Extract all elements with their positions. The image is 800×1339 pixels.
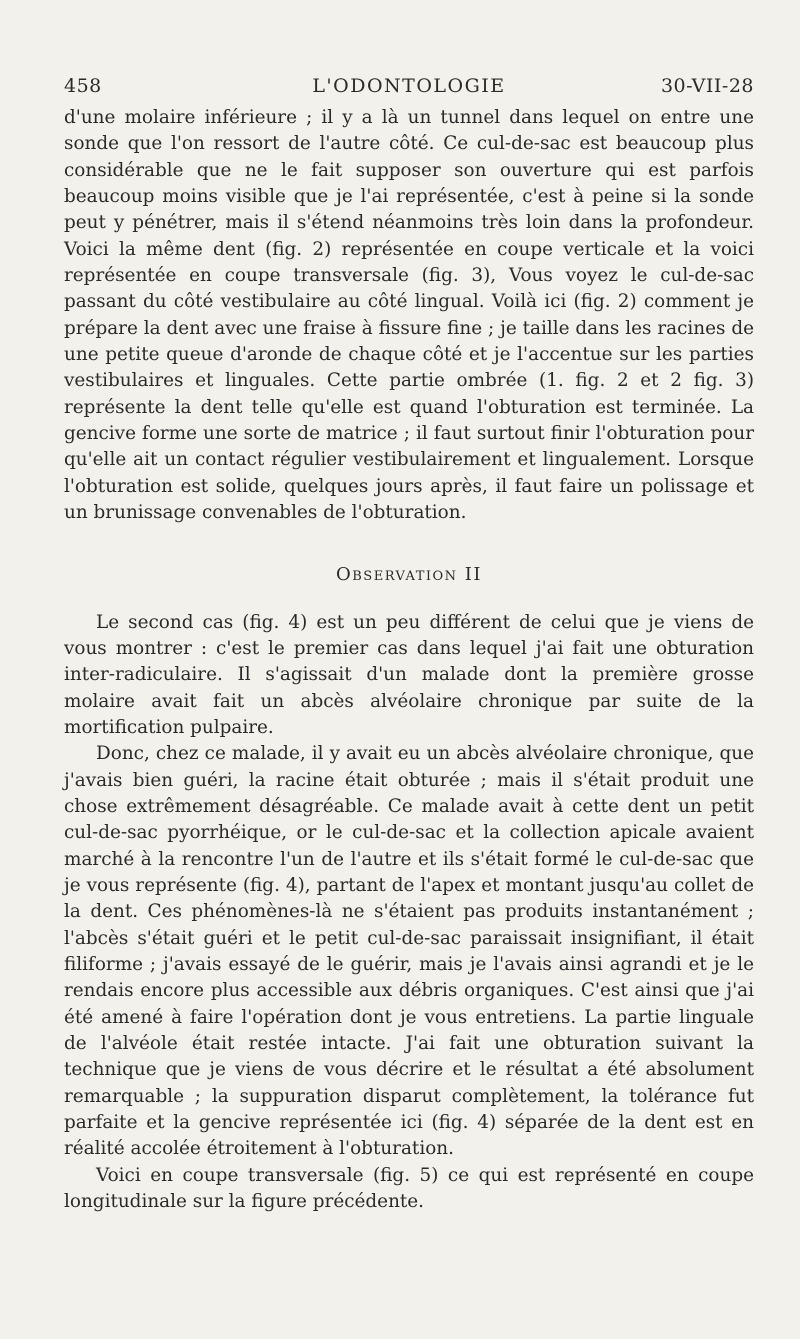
continuation-paragraph: d'une molaire inférieure ; il y a là un tunnel dans lequel on entre une sonde que l'on ressort de l'autre côté. Ce cul-de-sac est beaucoup plus considérable que ne le fait supposer son ouverture qui est parfois beaucoup moins visible que je l'ai représentée, c'est à peine si la sonde peut y pénétrer, mais il s'étend néanmoins très loin dans la profondeur. Voici la même dent (fig. 2) représentée en coupe verticale et la voici représentée en coupe transversale (fig. 3), Vous voyez le cul-de-sac passant du côté vestibulaire au côté lingual. Voilà ici (fig. 2) comment je prépare la dent avec une fraise à fissure fine ; je taille dans les racines de une petite queue d'aronde de chaque côté et je l'accentue sur les parties vestibulaires et linguales. Cette partie ombrée (1. fig. 2 et 2 fig. 3) représente la dent telle qu'elle est quand l'obturation est terminée. La gencive forme une sorte de matrice ; il faut surtout finir l'obturation pour qu'elle ait un contact régulier vestibulairement et lingualement. Lorsque l'obturation est solide, quelques jours après, il faut faire un polissage et un brunissage convenables de l'obturation. (64, 107, 754, 524)
page (64, 75, 754, 1215)
observation-paragraph: Le second cas (fig. 4) est un peu différent de celui que je viens de vous montrer : c'est le premier cas dans lequel j'ai fait une obturation inter-radiculaire. Il s'agissait d'un malade dont la première grosse molaire avait fait un abcès alvéolaire chronique par suite de la mortification pulpaire. (64, 611, 754, 738)
article-body (64, 105, 754, 1215)
issue-date: 30-VII-28 (660, 75, 754, 97)
section-heading: Observation II (336, 563, 482, 585)
observation-paragraph: Voici en coupe transversale (fig. 5) ce qui est représenté en coupe longitudinale sur la figure précédente. (64, 1164, 754, 1213)
journal-title: L'ODONTOLOGIE (312, 75, 506, 97)
page-number: 458 (64, 75, 102, 97)
observation-paragraph: Donc, chez ce malade, il y avait eu un abcès alvéolaire chronique, que j'avais bien guéri, la racine était obturée ; mais il s'était produit une chose extrêmement désagréable. Ce malade avait à cette dent un petit cul-de-sac pyorrhéique, or le cul-de-sac et la collection apicale avaient marché à la rencontre l'un de l'autre et ils s'était formé le cul-de-sac que je vous représente (fig. 4), partant de l'apex et montant jusqu'au collet de la dent. Ces phénomènes-là ne s'étaient pas produits instantanément ; l'abcès s'était guéri et le petit cul-de-sac paraissait insignifiant, il était filiforme ; j'avais essayé de le guérir, mais je l'avais ainsi agrandi et je le rendais encore plus accessible aux débris organiques. C'est ainsi que j'ai été amené à faire l'opération dont je vous entretiens. La partie linguale de l'alvéole était restée intacte. J'ai fait une obturation suivant la technique que je viens de vous décrire et le résultat a été absolument remarquable ; la suppuration disparut complètement, la tolérance fut parfaite et la gencive représentée ici (fig. 4) séparée de la dent est en réalité accolée étroitement à l'obturation. (64, 743, 754, 1160)
running-header (64, 75, 754, 105)
